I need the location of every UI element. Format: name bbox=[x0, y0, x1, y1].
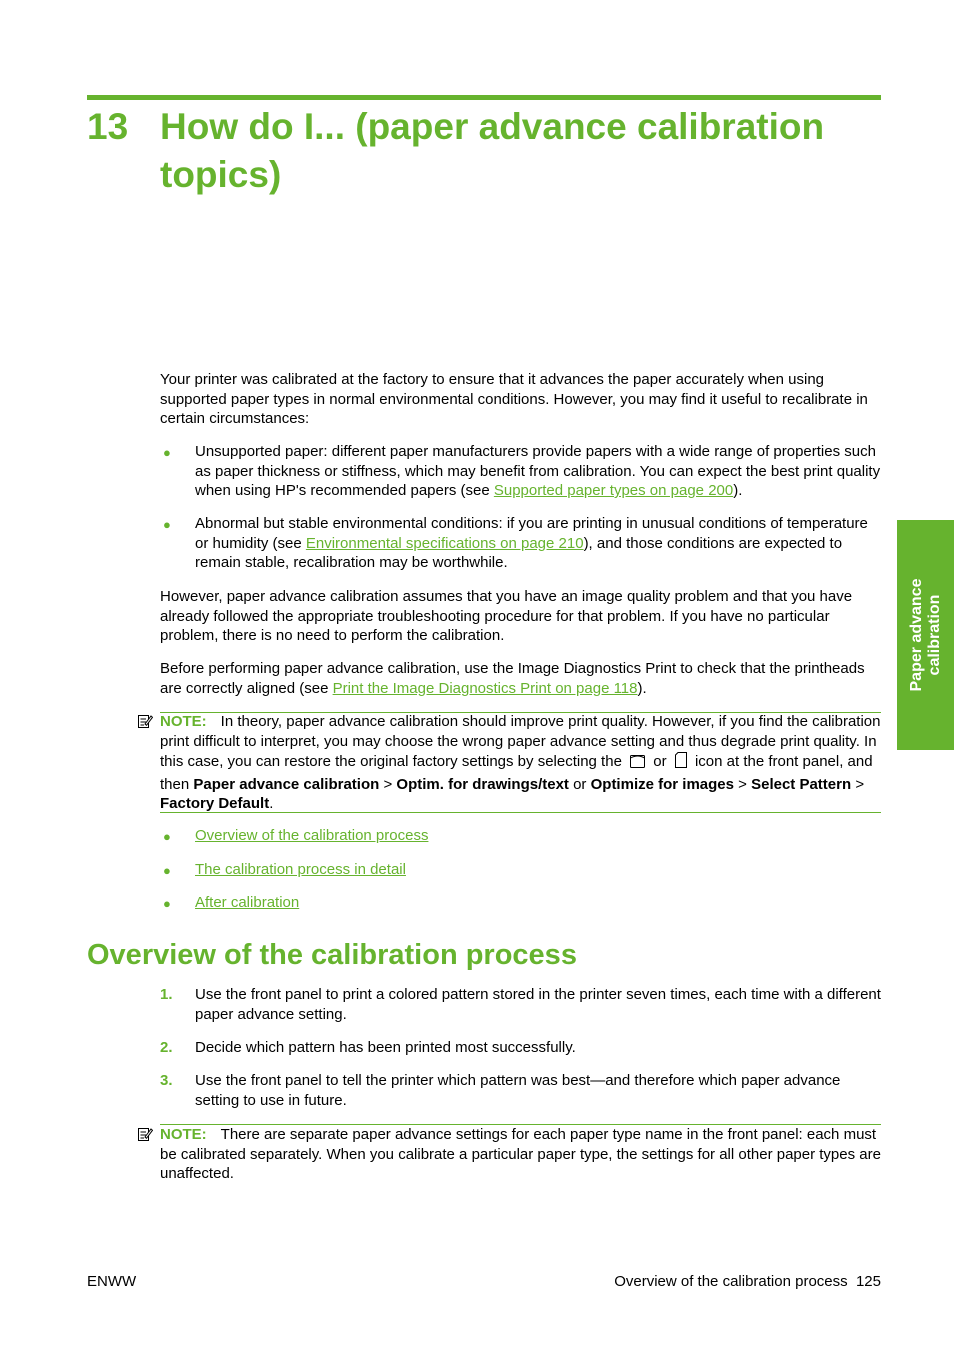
step-text: Use the front panel to tell the printer which pattern was best—and therefore which paper advance setting to use in future. bbox=[195, 1072, 841, 1109]
paper-roll-icon bbox=[674, 751, 688, 775]
bullet-text: Abnormal but stable environmental conditions: if you are printing in unusual conditions of temperature or humidity (see bbox=[195, 515, 868, 552]
menu-path-item: Optimize for images bbox=[590, 775, 734, 793]
note-text: In theory, paper advance calibration should improve print quality. However, if you find the calibration print difficult to interpret, you may choose the wrong paper advance setting and thus degrade print quality. In this case, you can restore the original factory settings by selecting the bbox=[160, 713, 881, 770]
note-text: There are separate paper advance settings for each paper type name in the front panel: each must be calibrated separately. When you calibrate a particular paper type, the settings for all other paper types are unaffected. bbox=[160, 1126, 881, 1182]
note-paper-settings bbox=[160, 1125, 882, 1184]
step-text: Use the front panel to print a colored pattern stored in the printer seven times, each time with a different paper advance setting. bbox=[195, 986, 881, 1023]
note-label: NOTE: bbox=[160, 713, 207, 730]
link-environmental-specifications[interactable]: Environmental specifications on page 210 bbox=[305, 534, 584, 552]
paragraph-text: ). bbox=[637, 679, 647, 697]
page-number: 125 bbox=[855, 1273, 881, 1290]
bullet-dot: ● bbox=[163, 863, 171, 878]
intro-paragraph: Your printer was calibrated at the factory to ensure that it advances the paper accurately when using supported paper types in normal environmental conditions. However, you may find it useful to recalibrate in certain circumstances: bbox=[160, 371, 868, 427]
paper-sheet-icon bbox=[629, 752, 646, 775]
link-supported-paper-types[interactable]: Supported paper types on page 200 bbox=[493, 482, 734, 499]
diagnostics-paragraph bbox=[160, 659, 882, 698]
side-tab bbox=[897, 520, 954, 750]
paragraph-text: Before performing paper advance calibration, use the Image Diagnostics Print to check that the printheads are correctly aligned (see bbox=[160, 660, 865, 697]
menu-separator: > bbox=[855, 775, 865, 793]
side-tab-label bbox=[908, 525, 944, 745]
side-tab-line: calibration bbox=[925, 594, 943, 676]
bullet-dot: ● bbox=[163, 517, 171, 532]
note-icon bbox=[137, 1126, 153, 1142]
note-icon bbox=[137, 713, 153, 729]
bullet-item-unsupported-paper bbox=[195, 442, 882, 501]
chapter-rule bbox=[87, 95, 881, 100]
step-number: 3. bbox=[160, 1072, 173, 1089]
footer-right bbox=[614, 1272, 881, 1291]
note-label: NOTE: bbox=[160, 1126, 207, 1143]
section-title: Overview of the calibration process bbox=[87, 939, 577, 971]
bullet-text: ), and those conditions are expected to remain stable, recalibration may be worthwhile. bbox=[195, 534, 843, 571]
note-bottom-rule bbox=[160, 812, 881, 813]
menu-path-item: Paper advance calibration bbox=[193, 775, 380, 793]
chapter-number: 13 bbox=[87, 106, 129, 147]
menu-path-item: Select Pattern bbox=[751, 775, 852, 793]
bullet-text: Unsupported paper: different paper manufacturers provide papers with a wide range of properties such as paper thickness or stiffness, which may benefit from calibration. You can expect the best print quality when using HP's recommended papers (see bbox=[195, 443, 881, 499]
step-number: 2. bbox=[160, 1039, 173, 1056]
bullet-dot: ● bbox=[163, 829, 171, 844]
menu-path-item: Factory Default bbox=[160, 795, 270, 812]
note-text: or bbox=[573, 775, 587, 793]
toc-link-process-detail[interactable]: The calibration process in detail bbox=[195, 861, 406, 878]
step-text: Decide which pattern has been printed most successfully. bbox=[195, 1039, 576, 1056]
note-calibration-print bbox=[160, 712, 882, 814]
bullet-item-environmental bbox=[195, 514, 882, 573]
step-number: 1. bbox=[160, 986, 173, 1003]
side-tab-line: Paper advance bbox=[907, 578, 925, 692]
note-text: . bbox=[269, 795, 274, 812]
toc-link-overview[interactable]: Overview of the calibration process bbox=[195, 827, 429, 844]
bullet-dot: ● bbox=[163, 445, 171, 460]
menu-path-item: Optim. for drawings/text bbox=[396, 775, 569, 793]
note-text: icon at the front panel, and then bbox=[160, 753, 873, 793]
bullet-dot: ● bbox=[163, 896, 171, 911]
bullet-text: ). bbox=[733, 482, 743, 499]
assumption-paragraph: However, paper advance calibration assumes that you have an image quality problem and that you have already followed the appropriate troubleshooting procedure for that problem. If you have no particular problem, there is no need to perform the calibration. bbox=[160, 588, 853, 644]
footer-section: Overview of the calibration process bbox=[614, 1273, 848, 1290]
menu-separator: > bbox=[383, 775, 393, 793]
note-text: or bbox=[653, 753, 667, 770]
footer-left: ENWW bbox=[87, 1273, 137, 1290]
menu-separator: > bbox=[738, 775, 747, 793]
chapter-title: How do I... (paper advance calibration topics) bbox=[160, 106, 825, 195]
toc-link-after-calibration[interactable]: After calibration bbox=[195, 894, 300, 911]
link-image-diagnostics-print[interactable]: Print the Image Diagnostics Print on page 118 bbox=[332, 679, 638, 697]
